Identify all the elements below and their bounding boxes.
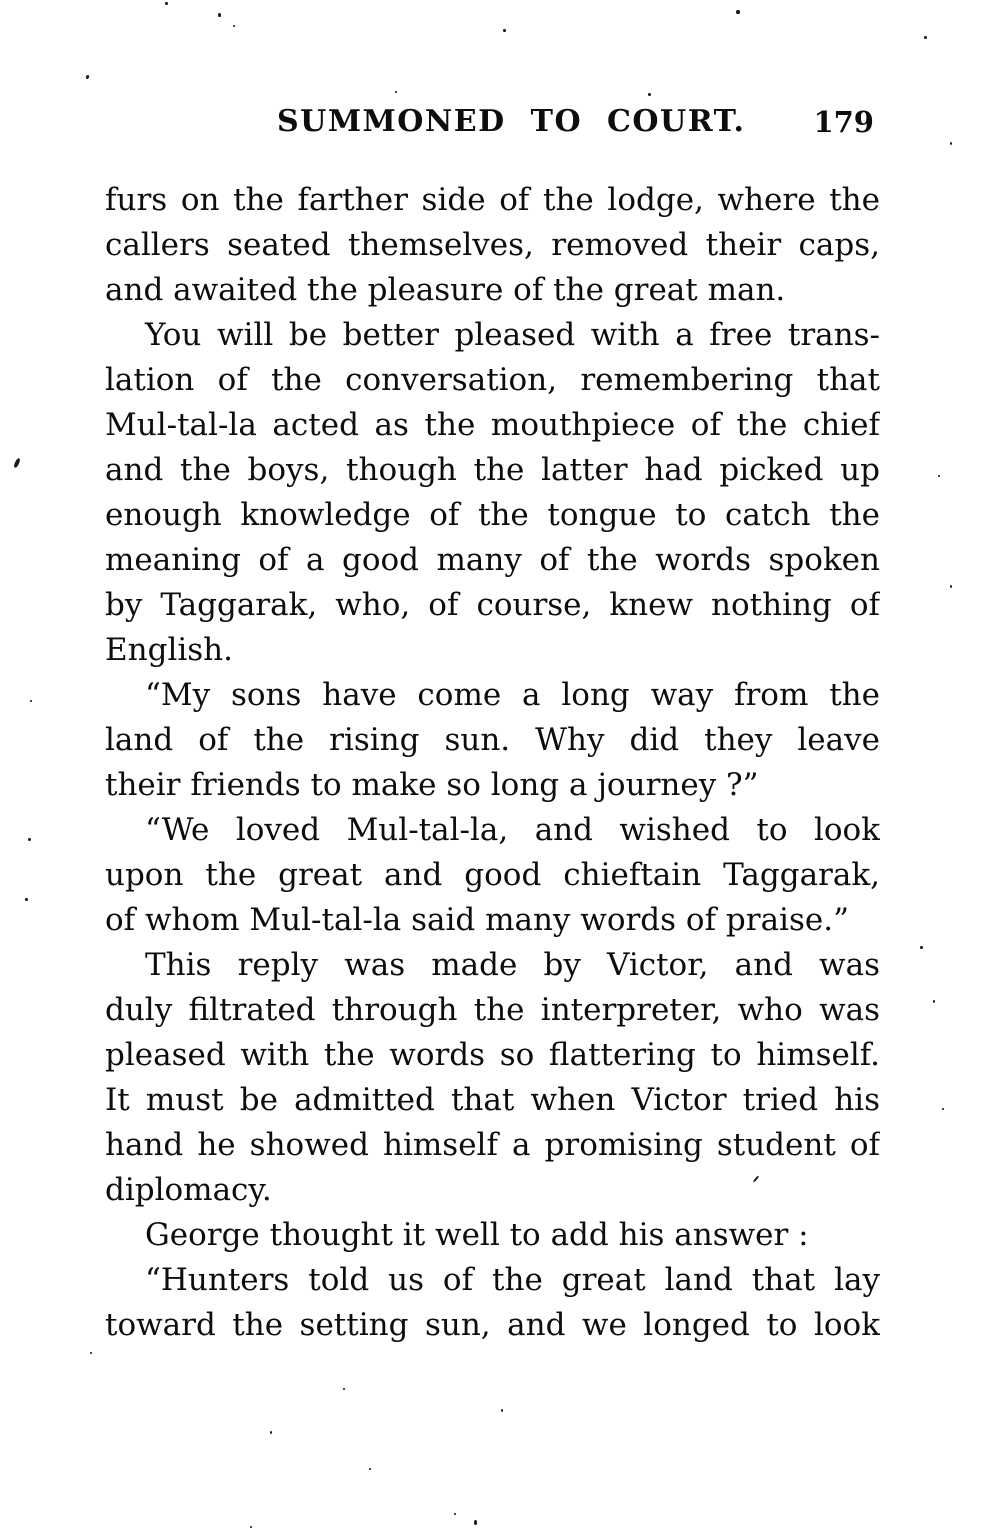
scan-speck [933, 1000, 935, 1003]
scan-speck [85, 75, 89, 80]
text-line: their friends to make so long a journey ?” [105, 767, 759, 803]
scan-speck [90, 1352, 92, 1354]
scan-speck [503, 29, 506, 32]
text-line: meaning of a good many of the words spoken [105, 542, 880, 578]
text-line: It must be admitted that when Victor tried his [105, 1082, 880, 1118]
scan-speck [395, 91, 397, 93]
text-line: George thought it well to add his answer : [145, 1217, 809, 1253]
text-line: land of the rising sun. Why did they leave [105, 722, 880, 758]
scan-speck [474, 1520, 477, 1525]
scan-speck [28, 838, 31, 841]
scan-speck [950, 142, 952, 145]
scan-speck [250, 1526, 252, 1528]
text-line: Mul-tal-la acted as the mouthpiece of the chief [105, 407, 880, 443]
text-line: English. [105, 632, 233, 668]
text-line: upon the great and good chieftain Taggarak, [105, 857, 880, 893]
paragraph [105, 1213, 880, 1258]
paragraph [105, 808, 880, 943]
scan-speck [920, 946, 923, 949]
text-line: callers seated themselves, removed their caps, [105, 227, 880, 263]
scan-speck [648, 93, 651, 96]
text-line: by Taggarak, who, of course, knew nothing of [105, 587, 880, 623]
scan-speck [30, 700, 32, 702]
text-line: duly filtrated through the interpreter, who was [105, 992, 880, 1028]
page-body [105, 178, 880, 1348]
text-line: pleased with the words so flattering to himself. [105, 1037, 880, 1073]
page-header [105, 104, 880, 144]
text-line: and the boys, though the latter had picked up [105, 452, 880, 488]
paragraph [105, 178, 880, 313]
text-line: of whom Mul-tal-la said many words of praise.” [105, 902, 849, 938]
scan-speck [736, 10, 740, 14]
scan-speck [454, 1513, 456, 1515]
scan-speck [25, 898, 28, 901]
scan-speck [950, 585, 952, 588]
page-number: 179 [813, 105, 874, 139]
scan-speck [924, 36, 927, 39]
text-line: furs on the farther side of the lodge, where the [105, 182, 880, 218]
scan-speck [942, 1108, 944, 1110]
text-line: lation of the conversation, remembering that [105, 362, 880, 398]
scan-speck [938, 475, 940, 477]
text-line: “My sons have come a long way from the [145, 677, 880, 713]
text-line: This reply was made by Victor, and was [145, 947, 880, 983]
scan-speck [501, 1409, 503, 1412]
text-line: diplomacy. [105, 1172, 272, 1208]
text-line: enough knowledge of the tongue to catch the [105, 497, 880, 533]
text-line: and awaited the pleasure of the great man. [105, 272, 786, 308]
scan-speck [218, 13, 221, 17]
scan-speck [343, 1388, 345, 1390]
running-head-title: SUMMONED TO COURT. [277, 104, 746, 139]
text-line: “Hunters told us of the great land that lay [145, 1262, 880, 1298]
scan-speck [369, 1468, 371, 1470]
paragraph [105, 313, 880, 673]
scan-speck [165, 2, 168, 5]
paragraph [105, 673, 880, 808]
paragraph [105, 1258, 880, 1348]
text-line: toward the setting sun, and we longed to look [105, 1307, 880, 1343]
scan-speck [270, 1431, 272, 1434]
text-line: hand he showed himself a promising student of [105, 1127, 880, 1163]
scan-speck [233, 25, 235, 27]
text-line: You will be better pleased with a free trans- [145, 317, 880, 353]
scan-speck [13, 458, 21, 469]
paragraph [105, 943, 880, 1213]
text-line: “We loved Mul-tal-la, and wished to look [145, 812, 880, 848]
